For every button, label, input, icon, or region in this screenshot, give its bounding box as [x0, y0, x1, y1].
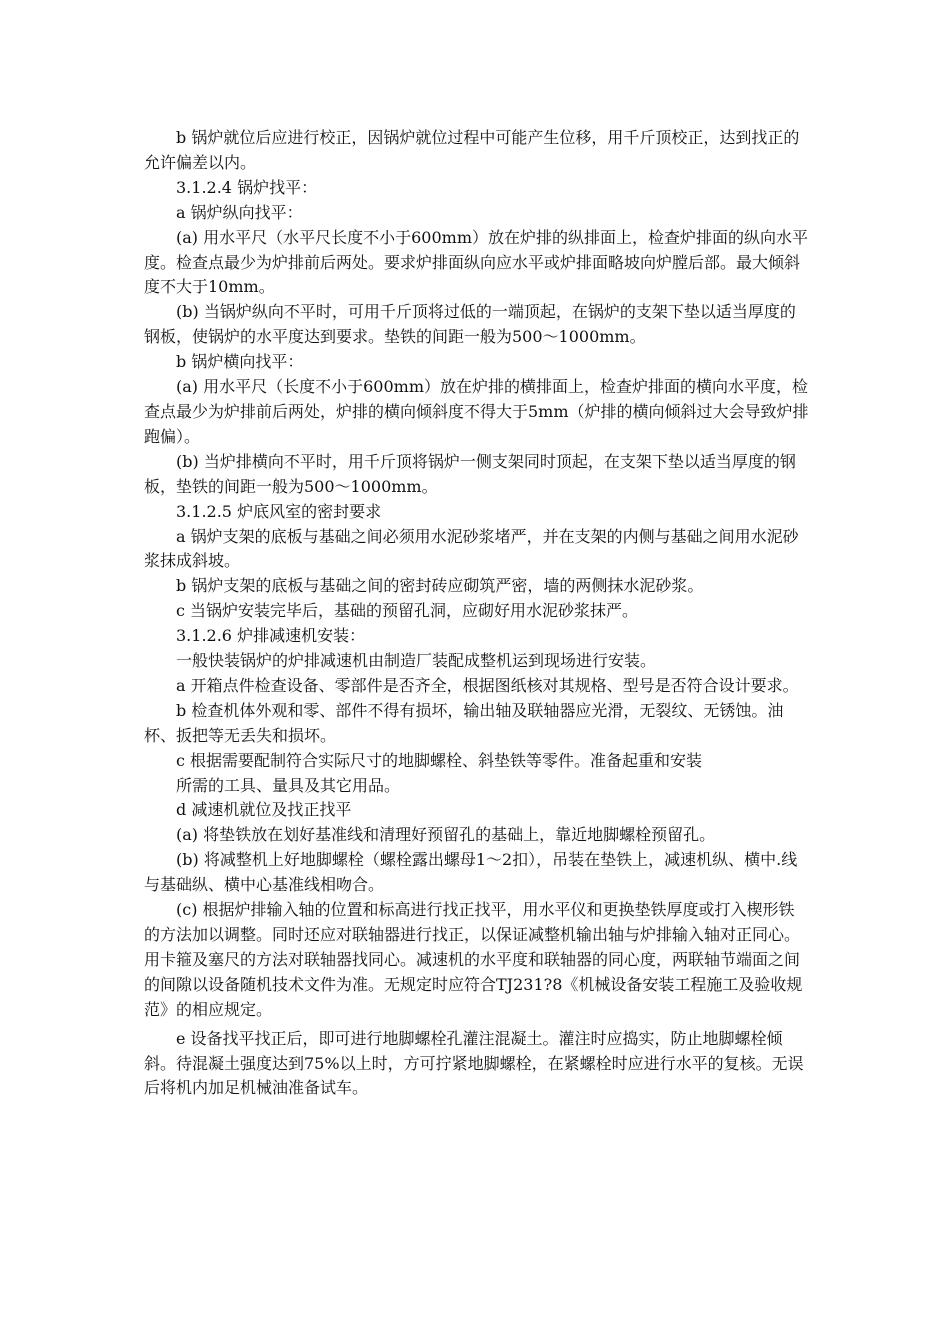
paragraph-seal-b: b 锅炉支架的底板与基础之间的密封砖应砌筑严密，墙的两侧抹水泥砂浆。: [176, 576, 704, 596]
heading-3-1-2-4: 3.1.2.4 锅炉找平：: [176, 177, 318, 197]
paragraph-longitudinal-b: (b) 当锅炉纵向不平时，可用千斤顶将过低的一端顶起，在锅炉的支架下垫以适当厚度的钢板，使锅炉的水平度达到要求。垫铁的间距一般为500～1000mm。: [144, 302, 796, 347]
paragraph-transverse-b: (b) 当炉排横向不平时，用千斤顶将锅炉一侧支架同时顶起，在支架下垫以适当厚度的钢板，垫铁的间距一般为500～1000mm。: [144, 451, 796, 496]
paragraph-correction: b 锅炉就位后应进行校正，因锅炉就位过程中可能产生位移，用千斤顶校正，达到找正的允许偏差以内。: [144, 128, 800, 172]
paragraph-reducer-c: c 根据需要配制符合实际尺寸的地脚螺栓、斜垫铁等零件。准备起重和安装: [176, 750, 703, 770]
paragraph-transverse-a: (a) 用水平尺（长度不小于600mm）放在炉排的横排面上，检查炉排面的横向水平度，检查点最少为炉排前后两处，炉排的横向倾斜度不得大于5mm（炉排的横向倾斜过大会导致炉排跑偏）。: [144, 377, 809, 446]
paragraph-reducer-d-c: (c) 根据炉排输入轴的位置和标高进行找正找平，用水平仪和更换垫铁厚度或打入楔形铁的方法加以调整。同时还应对联轴器进行找正，以保证减整机输出轴与炉排输入轴对正同心。用卡箍及塞尺的方法对联轴器找同心。减速机的水平度和联轴器的同心度，两联轴节端面之间的间隙以设备随机技术文件为准。无规定时应符合TJ231?8《机械设备安装工程施工及验收规范》的相应规定。: [144, 900, 803, 1019]
paragraph-seal-c: c 当锅炉安装完毕后，基础的预留孔洞，应砌好用水泥砂浆抹严。: [176, 601, 639, 621]
paragraph-reducer-b: b 检查机体外观和零、部件不得有损坏，输出轴及联轴器应光滑，无裂纹、无锈蚀。油杯、扳把等无丢失和损坏。: [144, 700, 784, 745]
heading-3-1-2-6: 3.1.2.6 炉排减速机安装：: [176, 626, 366, 646]
paragraph-reducer-intro: 一般快装锅炉的炉排减速机由制造厂装配成整机运到现场进行安装。: [176, 651, 657, 671]
paragraph-reducer-e: e 设备找平找正后，即可进行地脚螺栓孔灌注混凝土。灌注时应捣实，防止地脚螺栓倾斜。待混凝土强度达到75%以上时，方可拧紧地脚螺栓，在紧螺栓时应进行水平的复核。无误后将机内加足机械油准备试车。: [144, 1028, 804, 1098]
paragraph-seal-a: a 锅炉支架的底板与基础之间必须用水泥砂浆堵严，并在支架的内侧与基础之间用水泥砂浆抹成斜坡。: [144, 526, 799, 571]
subheading-reducer-d: d 减速机就位及找正找平: [176, 800, 352, 820]
heading-3-1-2-5: 3.1.2.5 炉底风室的密封要求: [176, 501, 382, 521]
paragraph-reducer-c-cont: 所需的工具、量具及其它用品。: [176, 775, 401, 795]
paragraph-reducer-d-a: (a) 将垫铁放在划好基准线和清理好预留孔的基础上，靠近地脚螺栓预留孔。: [176, 825, 716, 845]
paragraph-reducer-d-b: (b) 将减整机上好地脚螺栓（螺栓露出螺母1～2扣），吊装在垫铁上，减速机纵、横中.线与基础纵、横中心基准线相吻合。: [144, 850, 798, 895]
subheading-transverse: b 锅炉横向找平：: [176, 352, 304, 372]
subheading-longitudinal: a 锅炉纵向找平：: [176, 202, 303, 222]
paragraph-longitudinal-a: (a) 用水平尺（水平尺长度不小于600mm）放在炉排的纵排面上，检查炉排面的纵向水平度。检查点最少为炉排前后两处。要求炉排面纵向应水平或炉排面略坡向炉膛后部。最大倾斜度不大于10mm。: [144, 227, 808, 297]
paragraph-reducer-a: a 开箱点件检查设备、零部件是否齐全，根据图纸核对其规格、型号是否符合设计要求。: [176, 675, 799, 695]
document-body: [144, 126, 810, 1101]
